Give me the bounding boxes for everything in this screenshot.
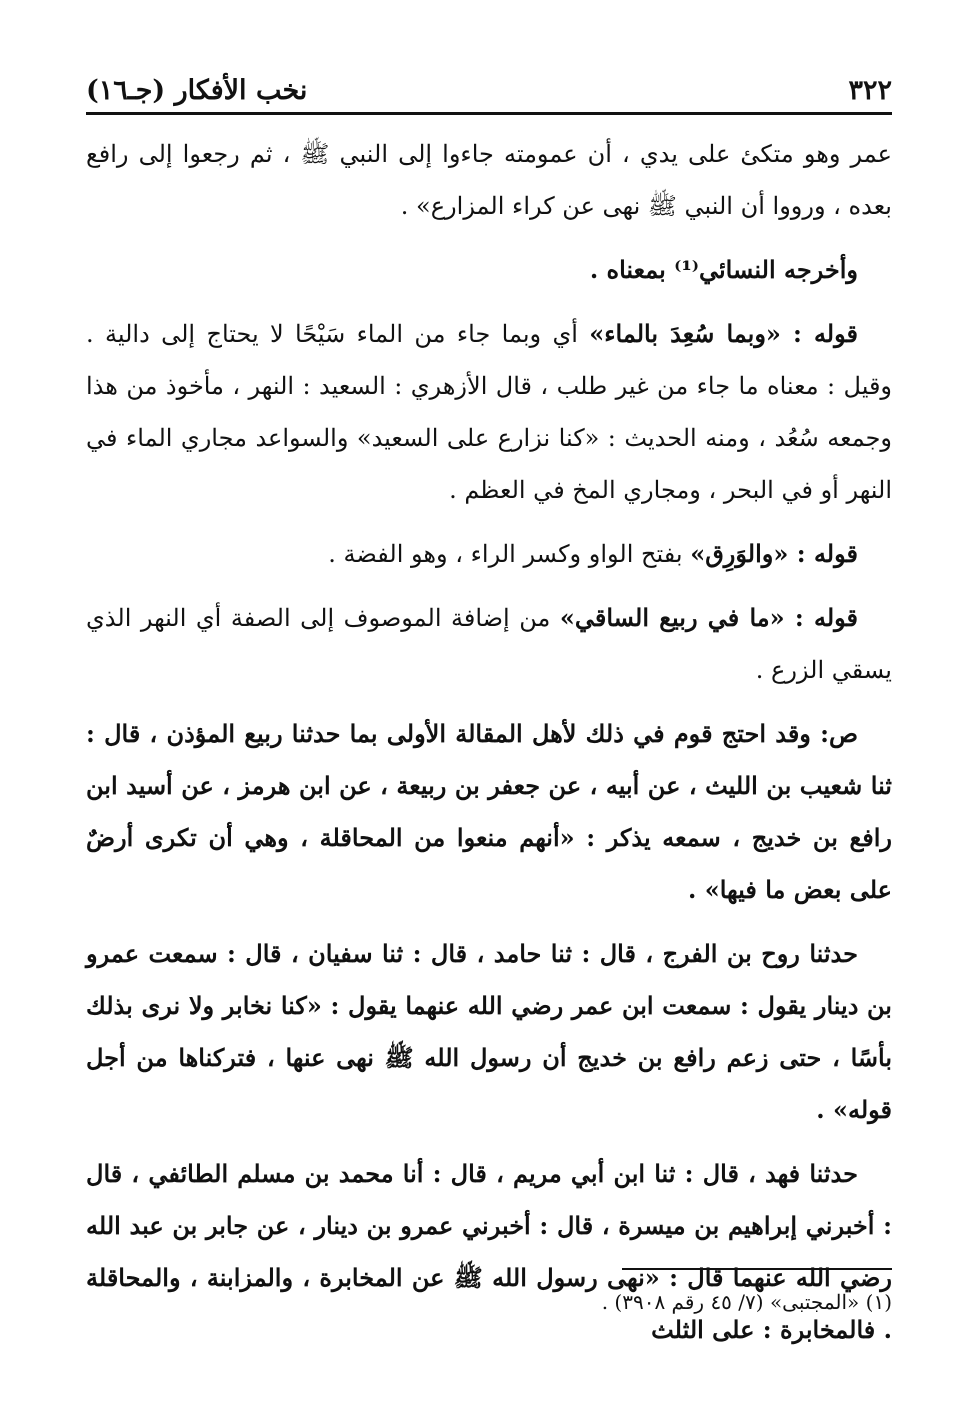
paragraph-4-lead: قوله : «والوَرِق» [690, 539, 858, 568]
page-number: ٣٢٢ [848, 75, 892, 106]
paragraph-2-text: وأخرجه النسائي⁽¹⁾ بمعناه . [589, 255, 858, 284]
paragraph-7-text: حدثنا روح بن الفرج ، قال : ثنا حامد ، قال : ثنا سفيان ، قال : سمعت عمرو بن دينار يقول : سمعت ابن عمر رضي الله عنهما يقول : «كنا نخابر ولا نرى بذلك بأسًا ، حتى زعم رافع بن خديج أن رسول الله ﷺ نهى عنها ، فتركناها من أجل قوله» . [86, 939, 892, 1124]
paragraph-3-text: أي وبما جاء من الماء سَيْحًا لا يحتاج إلى دالية . وقيل : معناه ما جاء من غير طلب ، قال الأزهري : السعيد : النهر ، مأخوذ من هذا وجمعه سُعُد ، ومنه الحديث : «كنا نزارع على السعيد» والسواعد مجاري الماء في النهر أو في البحر ، ومجاري المخ في العظم . [86, 320, 893, 504]
paragraph-5-lead: قوله : «ما في ربيع الساقي» [559, 603, 859, 632]
page-header [86, 60, 892, 106]
paragraph-4 [86, 528, 892, 580]
paragraph-3-lead: قوله : «وبما سُعِدَ بالماء» [589, 319, 858, 348]
footnote-divider [622, 1268, 892, 1270]
paragraph-5 [86, 592, 892, 696]
paragraph-1 [86, 128, 892, 232]
paragraph-1-text: عمر وهو متكئ على يدي ، أن عمومته جاءوا إلى النبي ﷺ ، ثم رجعوا إلى رافع بعده ، ورووا أن النبي ﷺ نهى عن كراء المزارع» . [86, 140, 892, 220]
paragraph-8 [86, 1148, 892, 1356]
footnote: (١) «المجتبى» (٧/ ٤٥ رقم ٣٩٠٨) . [601, 1290, 892, 1314]
paragraph-6-text: ص: وقد احتج قوم في ذلك لأهل المقالة الأولى بما حدثنا ربيع المؤذن ، قال : ثنا شعيب بن الليث ، عن أبيه ، عن جعفر بن ربيعة ، عن ابن هرمز ، عن أسيد ابن رافع بن خديج ، سمعه يذكر : «أنهم منعوا من المحاقلة ، وهي أن تكرى أرضٌ على بعض ما فيها» . [86, 719, 892, 904]
paragraph-3 [86, 308, 892, 516]
main-text [86, 128, 892, 1368]
paragraph-2 [86, 244, 892, 296]
paragraph-7 [86, 928, 892, 1136]
paragraph-5-text: من إضافة الموصوف إلى الصفة أي النهر الذي يسقي الزرع . [86, 604, 892, 684]
paragraph-6 [86, 708, 892, 916]
paragraph-8-text: حدثنا فهد ، قال : ثنا ابن أبي مريم ، قال : أنا محمد بن مسلم الطائفي ، قال : أخبرني إبراهيم بن ميسرة ، قال : أخبرني عمرو بن دينار ، عن جابر بن عبد الله رضي الله عنهما قال : «نهى رسول الله ﷺ عن المخابرة ، والمزابنة ، والمحاقلة . فالمخابرة : على الثلث [86, 1159, 892, 1344]
paragraph-4-text: بفتح الواو وكسر الراء ، وهو الفضة . [328, 540, 691, 568]
header-divider [86, 112, 892, 115]
running-title: نخب الأفكار (جـ١٦) [86, 75, 308, 106]
